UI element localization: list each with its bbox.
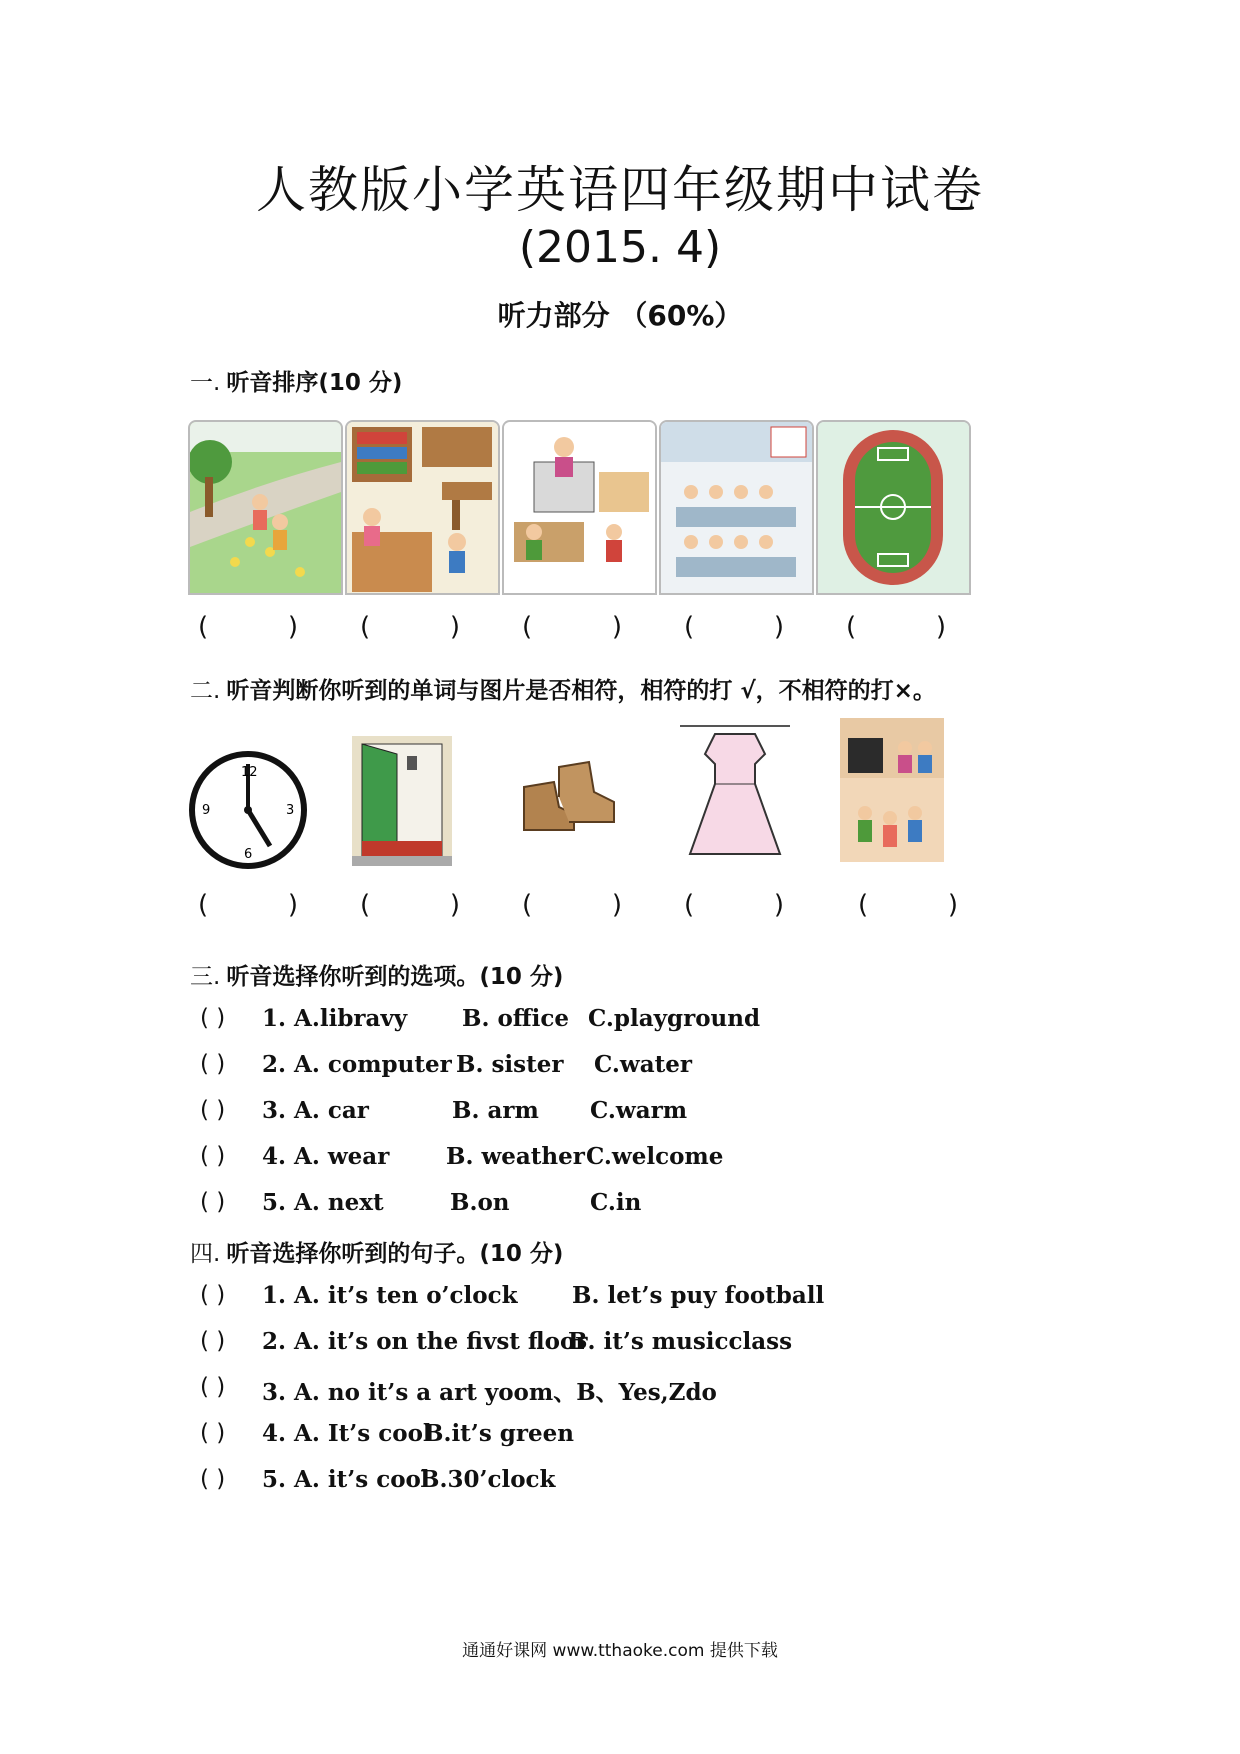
answer-bracket[interactable]: ( ) xyxy=(200,1005,226,1031)
office-picture xyxy=(502,420,657,595)
section-1-pictures xyxy=(0,420,1240,600)
option-a: 2. A. computer xyxy=(262,1051,452,1078)
section-4-label: 听音选择你听到的句子。(10 分) xyxy=(226,1241,564,1267)
boots-icon xyxy=(514,752,624,842)
option-b: B. weather xyxy=(446,1143,585,1170)
footer-source: 通通好课网 www.tthaoke.com 提供下载 xyxy=(462,1641,778,1661)
garden-picture xyxy=(188,420,343,595)
clock-icon xyxy=(188,750,308,870)
option-a: 2. A. it’s on the fivst floor xyxy=(262,1328,588,1355)
option-b: B.on xyxy=(450,1189,510,1216)
answer-bracket[interactable]: ( ) xyxy=(200,1143,226,1169)
option-b: B.it’s green xyxy=(424,1420,574,1447)
section-1-label: 听音排序(10 分) xyxy=(226,370,403,396)
option-b: B. let’s puy football xyxy=(572,1282,825,1309)
option-b: B. office xyxy=(462,1005,570,1032)
option-a: 5. A. it’s cool xyxy=(262,1466,430,1493)
option-a: 4. A. It’s cool xyxy=(262,1420,432,1447)
section-2-heading xyxy=(190,672,936,705)
option-c: C.warm xyxy=(590,1097,688,1124)
option-b: B. sister xyxy=(456,1051,564,1078)
canteen-picture xyxy=(659,420,814,595)
option-a: 1. A. it’s ten o’clock xyxy=(262,1282,518,1309)
answer-bracket[interactable]: ( ) xyxy=(200,1189,226,1215)
library-picture xyxy=(345,420,500,595)
answer-bracket[interactable]: ( ) xyxy=(200,1420,226,1446)
option-a: 1. A.libravy xyxy=(262,1005,408,1032)
option-c: C.water xyxy=(594,1051,692,1078)
option-b: B.30’clock xyxy=(420,1466,556,1493)
option-a: 4. A. wear xyxy=(262,1143,390,1170)
answer-bracket[interactable]: ( ) xyxy=(200,1282,226,1308)
section-1-answer-blanks: ( ) ( ) ( ) ( ) ( ) xyxy=(198,612,946,642)
answer-bracket[interactable]: ( ) xyxy=(200,1374,226,1400)
option-b: B. arm xyxy=(452,1097,539,1124)
music-class-picture xyxy=(840,718,944,862)
option-c: C.playground xyxy=(588,1005,761,1032)
section-1-heading xyxy=(190,364,402,397)
answer-bracket[interactable]: ( ) xyxy=(200,1328,226,1354)
svg-text:9: 9 xyxy=(202,803,211,818)
svg-text:6: 6 xyxy=(244,847,253,862)
answer-bracket[interactable]: ( ) xyxy=(200,1051,226,1077)
page-subtitle: (2015. 4) xyxy=(518,222,722,273)
svg-text:3: 3 xyxy=(286,803,295,818)
section-1-number: 一. xyxy=(190,370,221,396)
page-title: 人教版小学英语四年级期中试卷 xyxy=(256,161,984,219)
option-b: B. it’s musicclass xyxy=(568,1328,793,1355)
section-3-number: 三. xyxy=(190,964,221,990)
part-heading: 听力部分 （60%） xyxy=(497,299,743,332)
answer-bracket[interactable]: ( ) xyxy=(200,1097,226,1123)
option-a: 5. A. next xyxy=(262,1189,384,1216)
dress-icon xyxy=(680,724,790,864)
option-a: 3. A. car xyxy=(262,1097,369,1124)
section-4-number: 四. xyxy=(190,1241,221,1267)
option-c: C.in xyxy=(590,1189,642,1216)
option-a: 3. A. no it’s a art yoom、B、Yes,Zdo xyxy=(262,1379,717,1406)
section-3-label: 听音选择你听到的选项。(10 分) xyxy=(226,964,564,990)
answer-bracket[interactable]: ( ) xyxy=(200,1466,226,1492)
section-2-answer-blanks: ( ) ( ) ( ) ( ) ( ) xyxy=(198,890,958,920)
section-4-heading xyxy=(190,1235,563,1268)
svg-text:12: 12 xyxy=(241,765,258,780)
section-3-heading xyxy=(190,958,563,991)
section-2-label: 听音判断你听到的单词与图片是否相符，相符的打 √，不相符的打×。 xyxy=(226,678,936,704)
washroom-door-icon xyxy=(352,736,452,866)
option-c: C.welcome xyxy=(586,1143,724,1170)
section-2-number: 二. xyxy=(190,678,221,704)
playground-picture xyxy=(816,420,971,595)
